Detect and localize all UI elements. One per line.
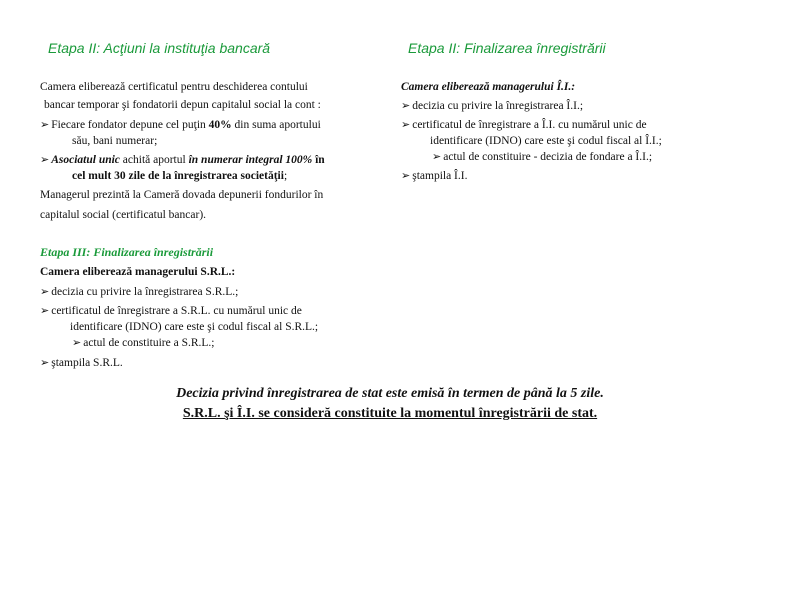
stage3-item-1: ➢ decizia cu privire la înregistrarea S.R.L.;: [40, 286, 239, 298]
right-item-2-line2: identificare (IDNO) care este şi codul fiscal al Î.I.;: [430, 135, 662, 147]
footer-line2: S.R.L. şi Î.I. se consideră constituite la momentul înregistrării de stat.: [182, 406, 598, 421]
arrow-bullet-icon: ➢: [72, 337, 82, 349]
left-manager-line1: Managerul prezintă la Cameră dovada depunerii fondurilor în: [40, 189, 324, 201]
right-item-2: ➢ certificatul de înregistrare a Î.I. cu numărul unic de: [401, 119, 647, 131]
stage3-item-4: ➢ ştampila S.R.L.: [40, 357, 123, 369]
arrow-bullet-icon: ➢: [40, 286, 50, 298]
right-title: Etapa II: Finalizarea înregistrării: [408, 40, 606, 56]
left-intro-line2: bancar temporar şi fondatorii depun capitalul social la cont :: [44, 99, 321, 111]
left-manager-line2: capitalul social (certificatul bancar).: [40, 209, 207, 221]
right-item-1: ➢ decizia cu privire la înregistrarea Î.I.;: [401, 100, 584, 112]
arrow-bullet-icon: ➢: [401, 170, 411, 182]
right-item-4: ➢ ştampila Î.I.: [401, 170, 468, 182]
stage3-title: Etapa III: Finalizarea înregistrării: [40, 245, 214, 259]
footer-line1: Decizia privind înregistrarea de stat este emisă în termen de până la 5 zile.: [176, 386, 604, 401]
stage3-item-2: ➢ certificatul de înregistrare a S.R.L. cu numărul unic de: [40, 305, 302, 317]
left-bullet-1: ➢ Fiecare fondator depune cel puţin 40% din suma aportului: [40, 119, 321, 131]
left-title: Etapa II: Acţiuni la instituţia bancară: [48, 40, 271, 56]
arrow-bullet-icon: ➢: [40, 305, 50, 317]
right-subtitle: Camera eliberează managerului Î.I.:: [401, 81, 576, 93]
arrow-bullet-icon: ➢: [432, 151, 442, 163]
left-bullet-2-line2: cel mult 30 zile de la înregistrarea societăţii;: [72, 170, 288, 182]
left-bullet-1-line2: său, bani numerar;: [72, 135, 158, 147]
stage3-subtitle: Camera eliberează managerului S.R.L.:: [40, 266, 236, 278]
arrow-bullet-icon: ➢: [40, 119, 50, 131]
arrow-bullet-icon: ➢: [401, 100, 411, 112]
left-intro-line1: Camera eliberează certificatul pentru deschiderea contului: [40, 81, 308, 93]
left-bullet-2: ➢ Asociatul unic achită aportul în numerar integral 100% în: [40, 154, 325, 166]
arrow-bullet-icon: ➢: [40, 154, 50, 166]
stage3-item-3: ➢ actul de constituire a S.R.L.;: [72, 337, 215, 349]
arrow-bullet-icon: ➢: [401, 119, 411, 131]
stage3-item-2-line2: identificare (IDNO) care este şi codul fiscal al S.R.L.;: [70, 321, 319, 333]
arrow-bullet-icon: ➢: [40, 357, 50, 369]
right-item-3: ➢ actul de constituire - decizia de fondare a Î.I.;: [432, 151, 653, 163]
